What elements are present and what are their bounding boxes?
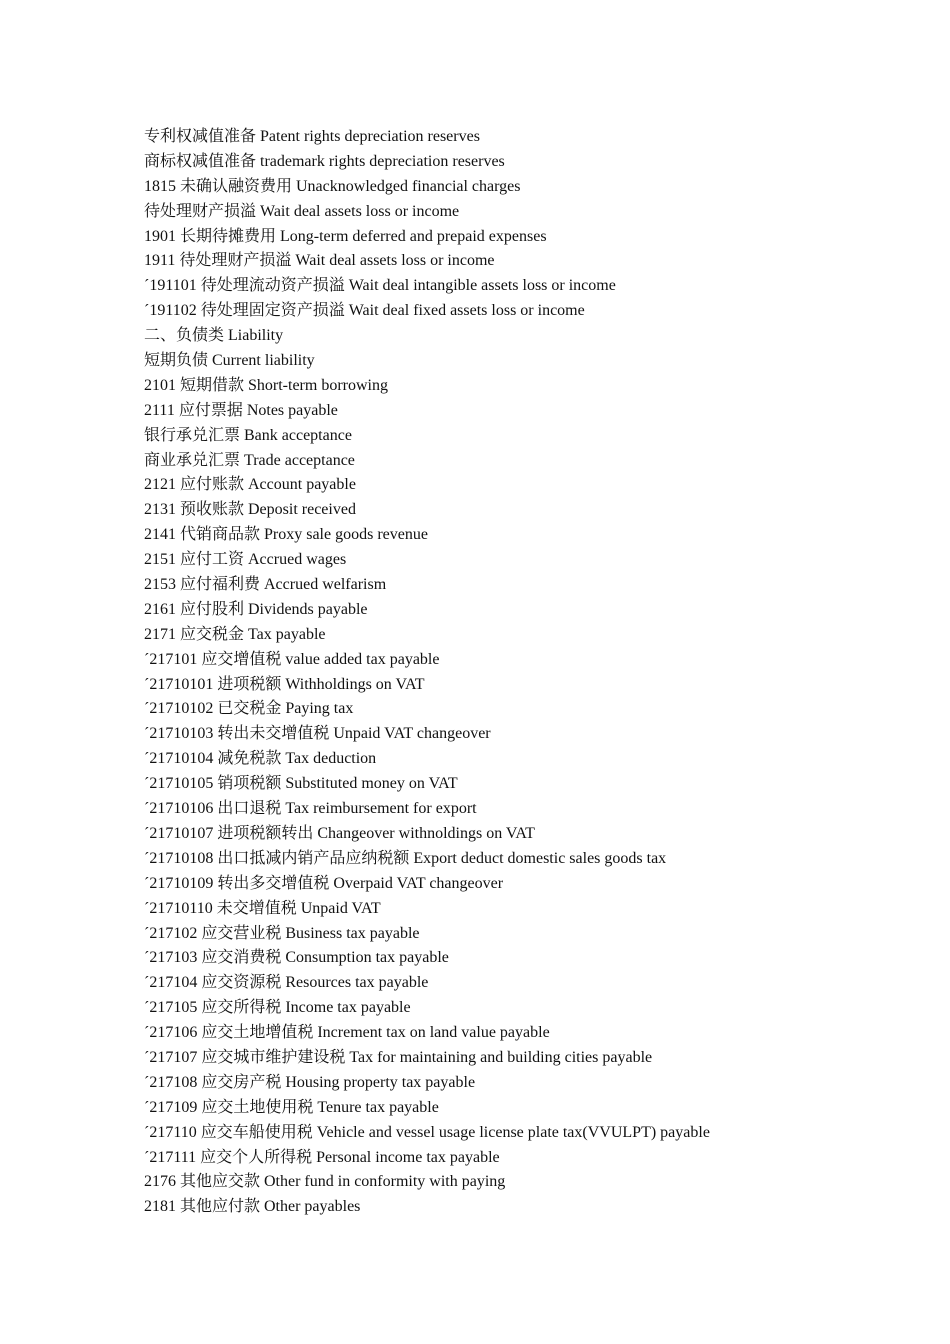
document-line: 银行承兑汇票 Bank acceptance — [144, 426, 352, 444]
document-line: 2131 预收账款 Deposit received — [144, 501, 356, 519]
document-line: ´217110 应交车船使用税 Vehicle and vessel usage license plate tax(VVULPT) payable — [144, 1123, 710, 1141]
document-line: ´217111 应交个人所得税 Personal income tax payable — [144, 1148, 500, 1166]
document-line: 2161 应付股利 Dividends payable — [144, 600, 368, 618]
document-line: ´217105 应交所得税 Income tax payable — [144, 999, 411, 1017]
document-line: 1815 未确认融资费用 Unacknowledged financial charges — [144, 177, 521, 195]
document-line: ´191102 待处理固定资产损溢 Wait deal fixed assets loss or income — [144, 302, 585, 320]
document-line: ´217103 应交消费税 Consumption tax payable — [144, 949, 449, 967]
document-line: 1901 长期待摊费用 Long-term deferred and prepaid expenses — [144, 227, 547, 245]
document-line: 2111 应付票据 Notes payable — [144, 401, 338, 419]
document-line: 2153 应付福利费 Accrued welfarism — [144, 576, 387, 594]
document-line: ´217109 应交土地使用税 Tenure tax payable — [144, 1098, 439, 1116]
document-line: 1911 待处理财产损溢 Wait deal assets loss or income — [144, 252, 495, 270]
document-line: 二、负债类 Liability — [144, 327, 284, 345]
document-line: ´21710103 转出未交增值税 Unpaid VAT changeover — [144, 725, 491, 743]
account-code-list — [144, 125, 904, 1220]
document-line: 商标权减值准备 trademark rights depreciation reserves — [144, 152, 505, 170]
document-line: 2141 代销商品款 Proxy sale goods revenue — [144, 526, 428, 544]
document-line: ´21710110 未交增值税 Unpaid VAT — [144, 899, 381, 917]
document-line: ´217101 应交增值税 value added tax payable — [144, 650, 440, 668]
document-line: ´21710109 转出多交增值税 Overpaid VAT changeover — [144, 874, 504, 892]
document-line: 专利权减值准备 Patent rights depreciation reserves — [144, 128, 480, 145]
document-line: ´21710105 销项税额 Substituted money on VAT — [144, 775, 458, 793]
document-line: ´21710104 减免税款 Tax deduction — [144, 750, 377, 768]
document-line: ´191101 待处理流动资产损溢 Wait deal intangible assets loss or income — [144, 277, 616, 295]
document-line: 2176 其他应交款 Other fund in conformity with paying — [144, 1173, 506, 1191]
document-line: ´21710102 已交税金 Paying tax — [144, 700, 354, 718]
document-line: ´217107 应交城市维护建设税 Tax for maintaining and building cities payable — [144, 1048, 653, 1066]
document-line: 待处理财产损溢 Wait deal assets loss or income — [144, 202, 460, 220]
document-line: 商业承兑汇票 Trade acceptance — [144, 451, 355, 469]
document-line: ´217108 应交房产税 Housing property tax payable — [144, 1073, 476, 1091]
document-line: ´217106 应交土地增值税 Increment tax on land value payable — [144, 1024, 550, 1042]
document-line: ´21710108 出口抵减内销产品应纳税额 Export deduct domestic sales goods tax — [144, 849, 667, 867]
document-line: 2101 短期借款 Short-term borrowing — [144, 376, 388, 394]
document-line: 2151 应付工资 Accrued wages — [144, 551, 347, 569]
document-line: 2181 其他应付款 Other payables — [144, 1198, 361, 1216]
document-line: 2121 应付账款 Account payable — [144, 476, 356, 494]
document-line: 短期负债 Current liability — [144, 352, 315, 370]
document-line: ´21710107 进项税额转出 Changeover withnoldings on VAT — [144, 824, 535, 842]
document-line: ´21710101 进项税额 Withholdings on VAT — [144, 675, 425, 693]
document-line: 2171 应交税金 Tax payable — [144, 625, 326, 643]
document-line: ´217102 应交营业税 Business tax payable — [144, 924, 420, 942]
document-line: ´21710106 出口退税 Tax reimbursement for export — [144, 800, 477, 818]
document-line: ´217104 应交资源税 Resources tax payable — [144, 974, 429, 992]
